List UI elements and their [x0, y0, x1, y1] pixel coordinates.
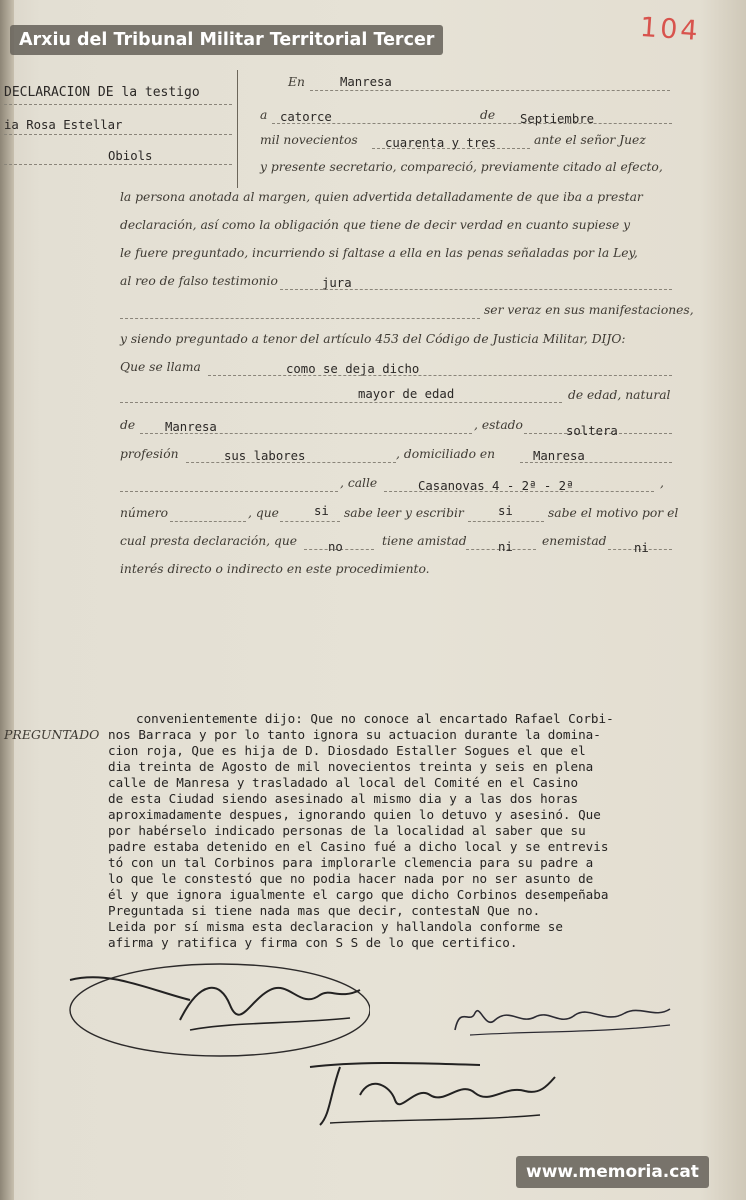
witness-signature — [440, 995, 680, 1045]
label-profesion: profesión — [120, 447, 179, 461]
motive-value: si — [498, 504, 513, 518]
month-value: Septiembre — [520, 112, 595, 126]
label-enemistad: enemistad — [542, 534, 607, 548]
residence-value: Manresa — [533, 449, 585, 463]
label-cual: cual presta declaración, que — [120, 534, 298, 548]
label-motivo: sabe el motivo por el — [548, 506, 679, 520]
label-de: de — [480, 108, 496, 122]
oath-value: jura — [322, 276, 352, 290]
label-estado: , estado — [474, 418, 523, 432]
friendship-value: no — [328, 540, 343, 554]
label-falso-testimonio: al reo de falso testimonio — [120, 274, 278, 288]
form-line6: declaración, así como la obligación que tiene de decir verdad en cuanto supiese y — [120, 218, 631, 232]
judge-signature — [30, 960, 370, 1070]
binding-spine — [0, 0, 14, 1200]
statement-line: convenientemente dijo: Que no conoce al encartado Rafael Corbi- — [136, 711, 614, 726]
label-se-llama: Que se llama — [120, 360, 201, 374]
label-en: En — [288, 75, 305, 89]
profession-value: sus labores — [224, 449, 306, 463]
birthplace-value: Manresa — [165, 420, 217, 434]
form-line7: le fuere preguntado, incurriendo si faltase a ella en las penas señaladas por la Ley, — [120, 246, 638, 260]
label-edad: de edad, natural — [568, 388, 671, 402]
statement-line: cion roja, Que es hija de D. Diosdado Estaller Sogues el que el — [108, 743, 586, 758]
label-a: a — [260, 108, 268, 122]
statement-line: nos Barraca y por lo tanto ignora su actuacion durante la domina- — [108, 727, 601, 742]
label-calle: , calle — [340, 476, 378, 490]
statement-line: lo que le constestó que no podia hacer nada por no ser asunto de — [108, 871, 594, 886]
day-value: catorce — [280, 110, 332, 124]
year-value: cuarenta y tres — [385, 136, 497, 150]
label-leer: sabe leer y escribir — [344, 506, 464, 520]
literate-value: si — [314, 504, 329, 518]
label-de-natural: de — [120, 418, 136, 432]
label-que: , que — [248, 506, 279, 520]
statement-line: afirma y ratifica y firma con S S de lo que certifico. — [108, 935, 518, 950]
witness-name-line1: ia Rosa Estellar — [4, 118, 123, 132]
form-line9: ser veraz en sus manifestaciones, — [484, 303, 694, 317]
margin-heading: DECLARACION DE la testigo — [4, 85, 200, 100]
interest-value: ni — [634, 541, 649, 555]
statement-line: él y que ignora igualmente el cargo que dicho Corbinos desempeñaba — [108, 887, 609, 902]
form-line5: la persona anotada al margen, quien advertida detalladamente de que iba a prestar — [120, 190, 643, 204]
marital-status-value: soltera — [566, 424, 618, 438]
statement-line: de esta Ciudad siendo asesinado al mismo dia y a las dos horas — [108, 791, 579, 806]
statement-line: aproximadamente despues, ignorando quien lo detuvo y asesinó. Que — [108, 807, 601, 822]
witness-name-line2: Obiols — [108, 149, 153, 163]
label-interes: interés directo o indirecto en este procedimiento. — [120, 562, 430, 576]
place-value: Manresa — [340, 75, 392, 89]
archive-watermark: Arxiu del Tribunal Militar Territorial Tercer — [10, 25, 443, 55]
statement-body — [108, 711, 746, 951]
name-value: como se deja dicho — [286, 362, 420, 376]
label-domiciliado: , domiciliado en — [396, 447, 496, 461]
statement-line: Preguntada si tiene nada mas que decir, contestaN Que no. — [108, 903, 541, 918]
statement-line: Leida por sí misma esta declaracion y hallandola conforme se — [108, 919, 563, 934]
statement-line: por habérselo indicado personas de la localidad al saber que su — [108, 823, 586, 838]
label-mil: mil novecientos — [260, 133, 358, 147]
form-line4: y presente secretario, compareció, previamente citado al efecto, — [260, 160, 663, 174]
label-comma: , — [660, 476, 664, 490]
page-number: 104 — [638, 11, 702, 48]
secretary-signature — [300, 1055, 560, 1135]
enmity-value: ni — [498, 540, 513, 554]
age-value: mayor de edad — [358, 387, 455, 401]
statement-line: padre estaba detenido en el Casino fué a dicho local y se entrevis — [108, 839, 609, 854]
label-amistad: tiene amistad — [382, 534, 467, 548]
statement-line: tó con un tal Corbinos para implorarle clemencia para su padre a — [108, 855, 594, 870]
statement-line: calle de Manresa y trasladado al local del Comité en el Casino — [108, 775, 579, 790]
label-numero: número — [120, 506, 169, 520]
margin-rule — [237, 70, 238, 188]
site-watermark: www.memoria.cat — [516, 1156, 709, 1188]
street-value: Casanovas 4 - 2ª - 2ª — [418, 479, 574, 493]
label-preguntado: PREGUNTADO — [4, 727, 100, 742]
label-ante: ante el señor Juez — [534, 133, 646, 147]
form-line10: y siendo preguntado a tenor del artículo 453 del Código de Justicia Militar, DIJO: — [120, 332, 626, 346]
statement-line: dia treinta de Agosto de mil novecientos treinta y seis en plena — [108, 759, 594, 774]
